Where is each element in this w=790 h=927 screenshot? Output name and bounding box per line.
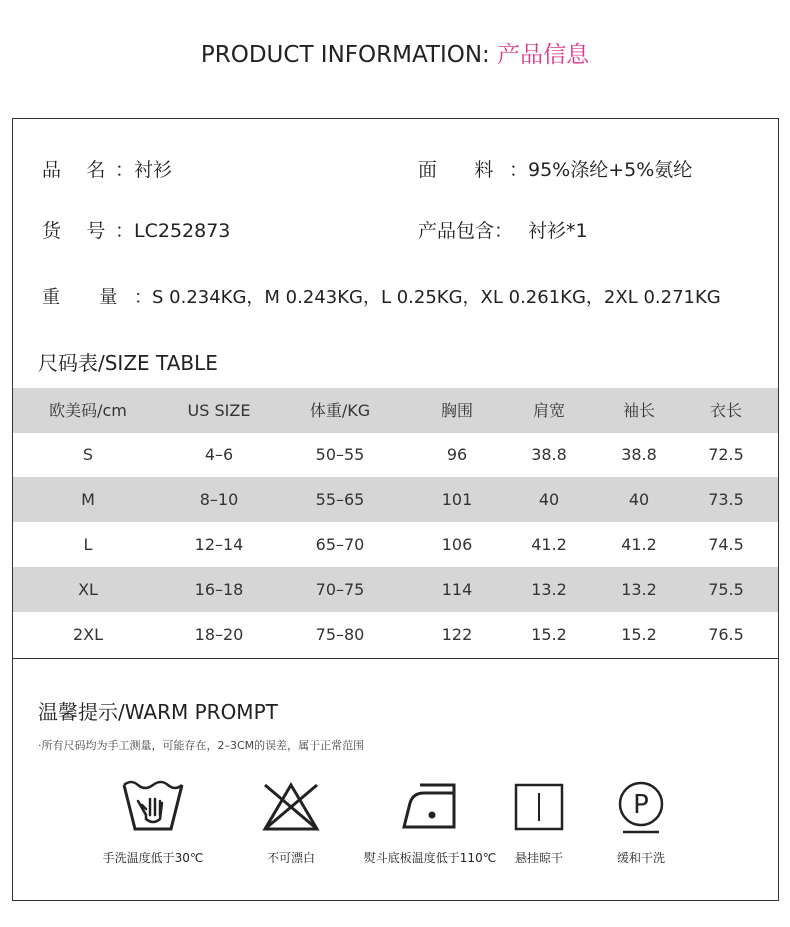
- care-no-bleach: [211, 779, 371, 866]
- table-header-cell: 欧美码/cm: [49, 401, 127, 420]
- table-cell: 18–20: [194, 625, 244, 644]
- iron-icon: [400, 779, 460, 835]
- info-name-label: 品 名：: [42, 159, 134, 181]
- care-hand-wash: [73, 779, 233, 866]
- table-cell: 13.2: [531, 580, 567, 599]
- table-cell: 101: [441, 490, 473, 509]
- no-bleach-icon: [261, 779, 321, 835]
- table-divider: [12, 658, 779, 659]
- info-fabric-label: 面 料：: [418, 159, 528, 181]
- info-weight: [42, 283, 721, 309]
- dry-clean-icon: [615, 779, 667, 835]
- info-name-value: 衬衫: [134, 159, 173, 181]
- table-header-cell: US SIZE: [187, 401, 251, 420]
- table-header-cell: 衣长: [709, 401, 742, 420]
- table-cell: 75.5: [708, 580, 744, 599]
- info-package-label: 产品包含：: [418, 220, 514, 242]
- info-name: [42, 155, 172, 182]
- info-fabric: [418, 155, 692, 182]
- table-cell: 38.8: [531, 445, 567, 464]
- table-cell: 50–55: [315, 445, 365, 464]
- measurement-note: ·所有尺码均为手工测量，可能存在，2–3CM的误差，属于正常范围: [38, 739, 365, 752]
- table-cell: 73.5: [708, 490, 744, 509]
- table-cell: 114: [441, 580, 473, 599]
- title-chinese: 产品信息: [497, 42, 590, 68]
- table-cell: 15.2: [531, 625, 567, 644]
- table-header-cell: 袖长: [622, 401, 655, 420]
- table-cell: 12–14: [194, 535, 244, 554]
- table-cell: 41.2: [621, 535, 657, 554]
- table-header-cell: 体重/KG: [309, 401, 371, 420]
- table-cell: 75–80: [315, 625, 365, 644]
- table-cell: 70–75: [315, 580, 365, 599]
- table-cell: 38.8: [621, 445, 657, 464]
- table-cell: 65–70: [315, 535, 365, 554]
- table-row: [13, 432, 778, 477]
- info-item-no: [42, 216, 230, 243]
- info-item-no-value: LC252873: [134, 220, 231, 242]
- table-cell: L: [83, 535, 93, 554]
- care-label: 不可漂白: [266, 851, 315, 865]
- title-english: PRODUCT INFORMATION:: [200, 42, 490, 68]
- page-title: [0, 36, 790, 69]
- product-info-panel: [12, 118, 779, 901]
- table-cell: 122: [441, 625, 473, 644]
- table-cell: 16–18: [194, 580, 244, 599]
- info-weight-label: 重 量：: [42, 287, 152, 308]
- table-cell: 40: [538, 490, 560, 509]
- table-row: [13, 567, 778, 612]
- table-cell: 4–6: [204, 445, 234, 464]
- table-cell: 72.5: [708, 445, 744, 464]
- table-cell: S: [82, 445, 94, 464]
- dry-clean-letter: P: [633, 790, 649, 820]
- table-header-cell: 胸围: [440, 401, 473, 420]
- table-cell: 55–65: [315, 490, 365, 509]
- info-weight-value: S 0.234KG，M 0.243KG，L 0.25KG，XL 0.261KG，2XL 0.271KG: [152, 287, 721, 308]
- table-row: [13, 477, 778, 522]
- table-cell: 15.2: [621, 625, 657, 644]
- table-header-row: [13, 388, 778, 433]
- table-cell: 2XL: [72, 625, 104, 644]
- care-dry-clean: [561, 779, 721, 866]
- care-label: 悬挂晾干: [514, 851, 563, 865]
- care-label: 缓和干洗: [616, 851, 665, 865]
- size-table-title: 尺码表/SIZE TABLE: [38, 351, 218, 375]
- hand-wash-icon: [120, 779, 186, 835]
- info-item-no-label: 货 号：: [42, 220, 134, 242]
- table-cell: 96: [446, 445, 468, 464]
- table-cell: M: [81, 490, 95, 509]
- info-fabric-value: 95%涤纶+5%氨纶: [528, 159, 693, 181]
- table-row: [13, 522, 778, 567]
- warm-prompt-title: 温馨提示/WARM PROMPT: [38, 700, 278, 724]
- info-package: [418, 216, 588, 243]
- table-cell: 41.2: [531, 535, 567, 554]
- table-cell: 40: [628, 490, 650, 509]
- table-header-cell: 肩宽: [532, 401, 565, 420]
- table-cell: 8–10: [199, 490, 239, 509]
- hang-dry-icon: [513, 779, 565, 835]
- table-cell: 13.2: [621, 580, 657, 599]
- care-label: 熨斗底板温度低于110℃: [363, 851, 497, 865]
- table-cell: 76.5: [708, 625, 744, 644]
- table-row: [13, 612, 778, 657]
- table-cell: 106: [441, 535, 473, 554]
- info-package-value: 衬衫*1: [528, 220, 588, 242]
- table-cell: 74.5: [708, 535, 744, 554]
- table-cell: XL: [78, 580, 98, 599]
- care-label: 手洗温度低于30℃: [102, 851, 204, 865]
